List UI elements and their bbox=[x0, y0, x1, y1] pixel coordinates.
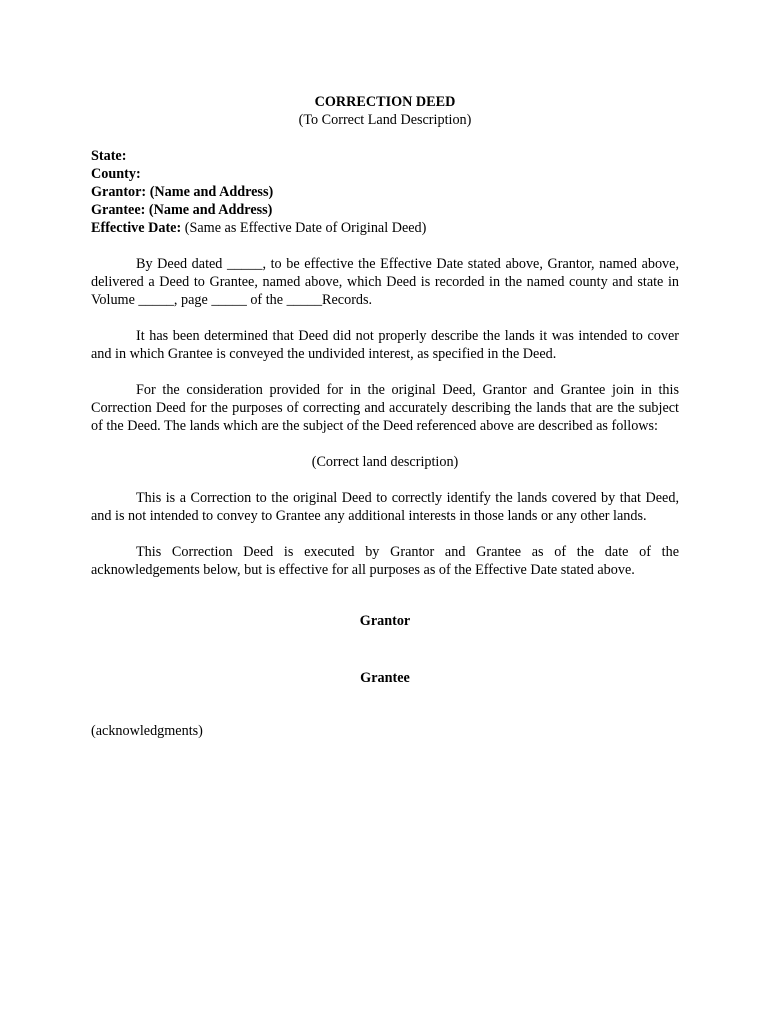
paragraph-execution: This Correction Deed is executed by Grantor and Grantee as of the date of the acknowledgements below, but is effective for all purposes as of the Effective Date stated above. bbox=[91, 544, 679, 578]
paragraph-improper-description: It has been determined that Deed did not properly describe the lands it was intended to cover and in which Grantee is conveyed the undivided interest, as specified in the Deed. bbox=[91, 328, 679, 362]
document-title: CORRECTION DEED bbox=[314, 94, 456, 110]
document-subtitle: (To Correct Land Description) bbox=[298, 112, 472, 128]
land-description-placeholder: (Correct land description) bbox=[311, 454, 459, 470]
signature-grantor: Grantor bbox=[359, 613, 411, 629]
paragraph-original-deed: By Deed dated _____, to be effective the Effective Date stated above, Grantor, named above, delivered a Deed to Grantee, named above, which Deed is recorded in the named county and state in Volume _____, page _____ of the _____Records. bbox=[91, 256, 679, 308]
county-label: County: bbox=[91, 166, 141, 182]
paragraph-correction-intent: This is a Correction to the original Deed to correctly identify the lands covered by that Deed, and is not intended to convey to Grantee any additional interests in those lands or any other lands. bbox=[91, 490, 679, 524]
signature-grantee: Grantee bbox=[360, 670, 410, 686]
grantor-label: Grantor: (Name and Address) bbox=[91, 184, 274, 200]
document-page bbox=[91, 93, 679, 740]
effective-date-line bbox=[91, 219, 679, 237]
paragraph-consideration: For the consideration provided for in the original Deed, Grantor and Grantee join in this Correction Deed for the purposes of correcting and accurately describing the lands that are the subject of the Deed. The lands which are the subject of the Deed referenced above are described as follows: bbox=[91, 382, 679, 434]
header-fields bbox=[91, 147, 679, 237]
effective-date-value: (Same as Effective Date of Original Deed) bbox=[181, 220, 427, 236]
grantee-label: Grantee: (Name and Address) bbox=[91, 202, 273, 218]
acknowledgments-label: (acknowledgments) bbox=[91, 723, 203, 739]
state-label: State: bbox=[91, 148, 127, 164]
effective-date-label: Effective Date: bbox=[91, 220, 182, 236]
